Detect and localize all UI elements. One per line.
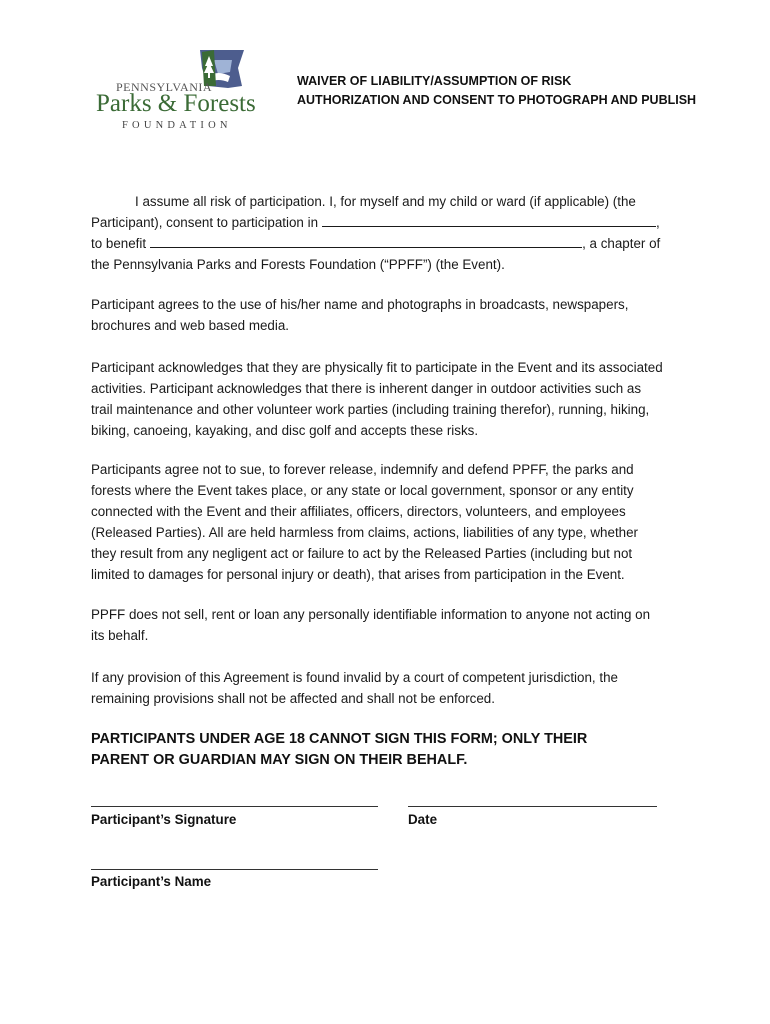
paragraph-line: its behalf. bbox=[91, 628, 149, 643]
signature-label: Participant’s Signature bbox=[91, 812, 237, 827]
logo-foundation-text: FOUNDATION bbox=[122, 120, 232, 131]
paragraph-text: Participant), consent to participation in bbox=[91, 215, 319, 230]
paragraph-line: Participant acknowledges that they are physically fit to participate in the Event and its associated bbox=[91, 360, 663, 375]
date-line[interactable] bbox=[408, 806, 657, 807]
privacy-paragraph bbox=[91, 604, 683, 646]
logo-state-text: PENNSYLVANIA bbox=[116, 80, 213, 94]
paragraph-line: biking, canoeing, kayaking, and disc golf and accepts these risks. bbox=[91, 423, 479, 438]
ppff-logo bbox=[90, 46, 288, 132]
document-title bbox=[297, 72, 696, 110]
logo-name-text: Parks & Forests bbox=[96, 90, 256, 117]
paragraph-line: I assume all risk of participation. I, for myself and my child or ward (if applicable) (the bbox=[135, 194, 636, 209]
paragraph-line: brochures and web based media. bbox=[91, 318, 290, 333]
name-label: Participant’s Name bbox=[91, 874, 212, 889]
paragraph-text: , a chapter of bbox=[582, 236, 661, 251]
chapter-name-blank[interactable] bbox=[150, 233, 582, 248]
paragraph-text: to benefit bbox=[91, 236, 147, 251]
paragraph-line: Participants agree not to sue, to forever release, indemnify and defend PPFF, the parks and bbox=[91, 462, 634, 477]
paragraph-line: the Pennsylvania Parks and Forests Foundation (“PPFF”) (the Event). bbox=[91, 257, 505, 272]
paragraph-line: limited to damages for personal injury or death), that arises from participation in the Event. bbox=[91, 567, 625, 582]
title-line-1: WAIVER OF LIABILITY/ASSUMPTION OF RISK bbox=[297, 74, 572, 88]
paragraph-line: If any provision of this Agreement is found invalid by a court of competent jurisdiction, the bbox=[91, 670, 618, 685]
paragraph-line: Participant agrees to the use of his/her name and photographs in broadcasts, newspapers, bbox=[91, 297, 629, 312]
notice-line: PARTICIPANTS UNDER AGE 18 CANNOT SIGN THIS FORM; ONLY THEIR bbox=[91, 731, 588, 747]
paragraph-line: they result from any negligent act or failure to act by the Released Parties (including but not bbox=[91, 546, 633, 561]
media-consent-paragraph bbox=[91, 294, 683, 336]
notice-line: PARENT OR GUARDIAN MAY SIGN ON THEIR BEHALF. bbox=[91, 752, 468, 768]
title-line-2: AUTHORIZATION AND CONSENT TO PHOTOGRAPH AND PUBLISH bbox=[297, 93, 697, 107]
paragraph-text: , bbox=[656, 215, 660, 230]
paragraph-line bbox=[91, 212, 683, 233]
paragraph-line: trail maintenance and other volunteer work parties (including training therefor), running, hiking, bbox=[91, 402, 650, 417]
assume-risk-paragraph bbox=[91, 191, 683, 275]
fitness-paragraph bbox=[91, 357, 683, 441]
name-line[interactable] bbox=[91, 869, 378, 870]
paragraph-line: activities. Participant acknowledges that there is inherent danger in outdoor activities such as bbox=[91, 381, 642, 396]
event-name-blank[interactable] bbox=[322, 212, 656, 227]
paragraph-line: remaining provisions shall not be affected and shall not be enforced. bbox=[91, 691, 495, 706]
paragraph-line: (Released Parties). All are held harmless from claims, actions, liabilities of any type, whether bbox=[91, 525, 639, 540]
paragraph-line bbox=[91, 233, 683, 254]
age-notice bbox=[91, 729, 691, 771]
severability-paragraph bbox=[91, 667, 683, 709]
paragraph-line: PPFF does not sell, rent or loan any personally identifiable information to anyone not acting on bbox=[91, 607, 651, 622]
date-label: Date bbox=[408, 812, 438, 827]
paragraph-line: forests where the Event takes place, or any state or local government, sponsor or any entity bbox=[91, 483, 634, 498]
paragraph-line: connected with the Event and their affiliates, officers, directors, volunteers, and employees bbox=[91, 504, 626, 519]
release-paragraph bbox=[91, 459, 683, 585]
signature-line[interactable] bbox=[91, 806, 378, 807]
